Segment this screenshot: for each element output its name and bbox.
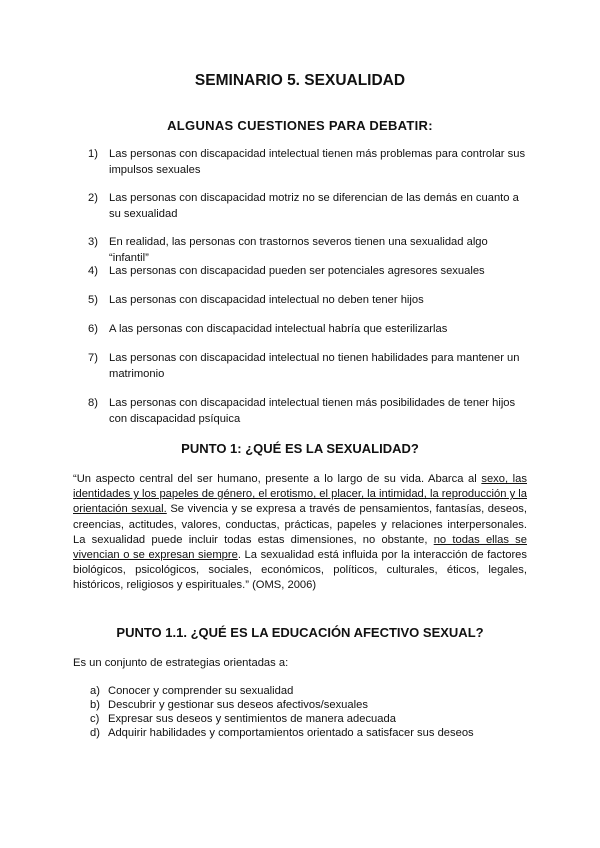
list-item-number: 4) [88,265,98,277]
sexuality-definition-paragraph [73,472,527,594]
list-item-text: Las personas con discapacidad motriz no se diferencian de las demás en cuanto a su sexualidad [109,192,519,220]
list-item-number: 8) [88,397,98,409]
list-item [88,190,528,222]
list-item-text: Las personas con discapacidad intelectual tienen más posibilidades de tener hijos con discapacidad psíquica [109,397,516,425]
page-title: SEMINARIO 5. SEXUALIDAD [194,72,406,89]
list-item [88,395,528,427]
list-item-text: Adquirir habilidades y comportamientos orientado a satisfacer sus deseos [108,727,474,739]
list-item-letter: a) [90,685,100,697]
quote-text: “Un aspecto central del ser humano, presente a lo largo de su vida. Abarca al [73,473,482,485]
list-item-text: Las personas con discapacidad intelectual no tienen habilidades para mantener un matrimonio [109,352,520,380]
list-item-letter: c) [90,713,100,725]
list-item-letter: b) [90,699,100,711]
list-item-number: 1) [88,148,98,160]
list-item [88,292,528,308]
list-item [88,263,528,279]
list-item-number: 5) [88,294,98,306]
list-item [88,234,528,266]
quote-text: . La sexualidad está influida por la interacción de factores biológicos, psicológicos, sociales, económicos, políticos, culturales, éticos, legales, históricos, religiosos y espirituales.” (OMS, 2006) [73,549,527,592]
list-item [90,684,520,698]
list-item [90,698,520,712]
debate-questions-heading: ALGUNAS CUESTIONES PARA DEBATIR: [167,118,433,133]
strategies-intro: Es un conjunto de estrategias orientadas a: [73,657,289,669]
underlined-text: sexo, las identidades y los papeles de género, el erotismo, el placer, la intimidad, la reproducción y la orientación sexual. [73,473,527,516]
list-item [88,146,528,178]
list-item-text: Conocer y comprender su sexualidad [108,685,294,697]
list-item [90,712,520,726]
list-item-text: En realidad, las personas con trastornos severos tienen una sexualidad algo “infantil” [109,236,488,264]
list-item-number: 2) [88,192,98,204]
list-item [88,350,528,382]
list-item [88,321,528,337]
list-item-text: Las personas con discapacidad intelectual no deben tener hijos [109,294,424,306]
list-item-text: Las personas con discapacidad intelectual tienen más problemas para controlar sus impulsos sexuales [109,148,526,176]
section-heading-punto-1-1: PUNTO 1.1. ¿QUÉ ES LA EDUCACIÓN AFECTIVO SEXUAL? [116,625,484,640]
underlined-text: no todas ellas se vivencian o se expresan siempre [73,533,527,562]
quote-text: Se vivencia y se expresa a través de pensamientos, fantasías, deseos, creencias, actitudes, valores, conductas, prácticas, papeles y relaciones interpersonales. La sexualidad puede incluir todas estas dimensiones, no obstante, [73,503,527,546]
list-item-text: Expresar sus deseos y sentimientos de manera adecuada [108,713,396,725]
list-item-text: A las personas con discapacidad intelectual habría que esterilizarlas [109,323,448,335]
list-item-text: Las personas con discapacidad pueden ser potenciales agresores sexuales [109,265,485,277]
list-item-letter: d) [90,727,100,739]
list-item-number: 6) [88,323,98,335]
list-item-number: 3) [88,236,98,248]
section-heading-punto-1: PUNTO 1: ¿QUÉ ES LA SEXUALIDAD? [181,441,419,456]
list-item [90,726,520,740]
list-item-text: Descubrir y gestionar sus deseos afectivos/sexuales [108,699,368,711]
list-item-number: 7) [88,352,98,364]
